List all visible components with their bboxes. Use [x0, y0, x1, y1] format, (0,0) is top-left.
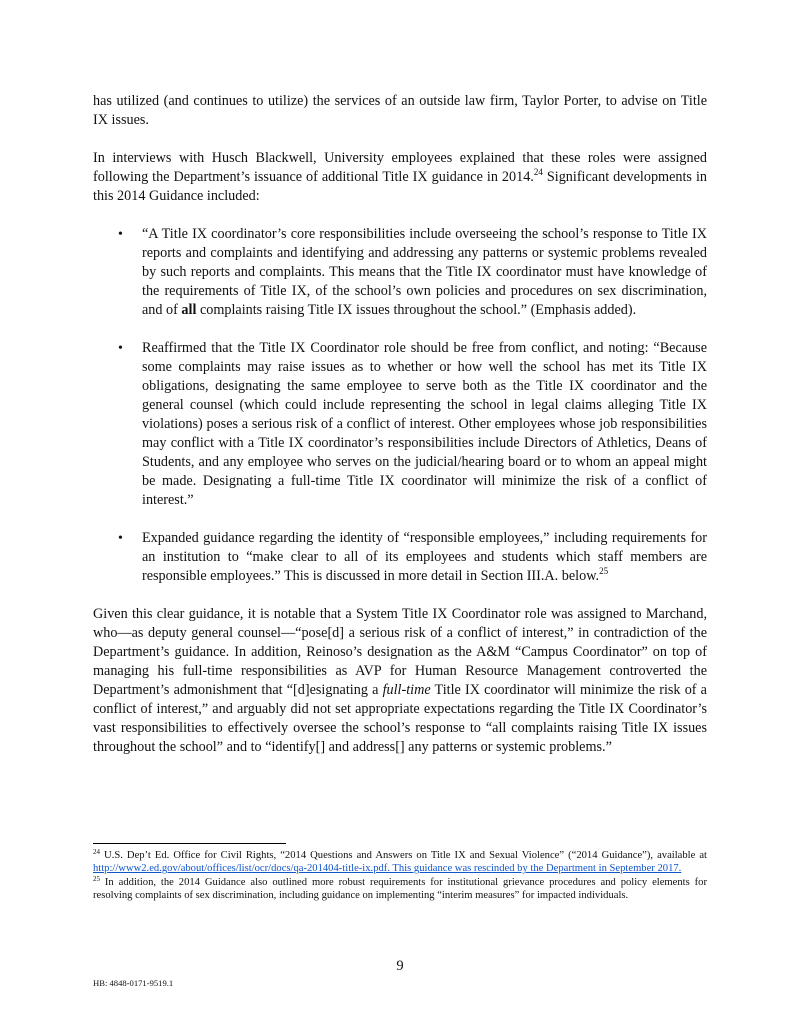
footnote-link[interactable]: http://www2.ed.gov/about/offices/list/ocr/docs/qa-201404-title-ix.pdf. This guidance was rescinded by the Department in September 2017.: [93, 863, 682, 875]
bullet-icon: •: [118, 341, 123, 356]
bullet-item-responsible-employees: [93, 529, 707, 586]
bullet-item-conflict-free: [93, 339, 707, 510]
footnote-25: [93, 876, 707, 903]
paragraph-interviews-text-after: Significant developments in this 2014 Guidance included:: [93, 169, 707, 204]
bullet-text-before-bold: “A Title IX coordinator’s core responsibilities include overseeing the school’s response to Title IX reports and complaints and identifying and addressing any patterns or systemic problems revealed by such reports and complaints. This means that the Title IX coordinator must have knowledge of the requirements of Title IX, of the school’s own policies and procedures on sex discrimination, and of: [142, 226, 707, 318]
bullet-text-main: Expanded guidance regarding the identity of “responsible employees,” including requirements for an institution to “make clear to all of its employees and students which staff members are responsible employees.” This is discussed in more detail in Section III.A. below.: [142, 530, 707, 584]
bullet-item-coordinator-responsibilities: [93, 225, 707, 320]
paragraph-continuation: has utilized (and continues to utilize) the services of an outside law firm, Taylor Porter, to advise on Title IX issues.: [93, 93, 707, 128]
bullet-icon: •: [118, 531, 123, 546]
paragraph-given-italic: full-time: [382, 682, 431, 698]
footnote-ref-24[interactable]: 24: [533, 167, 543, 177]
bullet-text-after-bold: complaints raising Title IX issues throughout the school.” (Emphasis added).: [196, 302, 637, 318]
page-number: 9: [396, 958, 404, 974]
bullet-text: [142, 529, 707, 586]
footnote-ref-25[interactable]: 25: [599, 566, 609, 576]
paragraph-given-after-italic: Title IX coordinator will minimize the risk of a conflict of interest,” and arguably did not set appropriate expectations regarding the Title IX Coordinator’s vast responsibilities to effectively oversee the school’s response to “all complaints raising Title IX issues throughout the school” and to “identify[] and address[] any patterns or systemic problems.”: [93, 682, 707, 755]
bullet-text: Reaffirmed that the Title IX Coordinator role should be free from conflict, and noting: “Because some complaints may raise issues as to whether or how well the school has met its Title IX obligations, designating the same employee to serve both as the Title IX coordinator and the general counsel (which could include representing the school in legal claims alleging Title IX violations) poses a serious risk of a conflict of interest. Other employees whose job responsibilities may conflict with a Title IX coordinator’s responsibilities include Directors of Athletics, Deans of Students, and any employee who serves on the judicial/hearing board or to whom an appeal might be made. Designating a full-time Title IX coordinator will minimize the risk of a conflict of interest.”: [142, 340, 707, 508]
bullet-text-bold: all: [181, 302, 197, 318]
footnote-text: U.S. Dep’t Ed. Office for Civil Rights, “2014 Questions and Answers on Title IX and Sexual Violence” (“2014 Guidance”), available at: [100, 850, 707, 861]
footnote-number: 25: [93, 874, 100, 883]
footnote-separator: [93, 843, 286, 844]
paragraph-interviews-text: In interviews with Husch Blackwell, University employees explained that these roles were assigned following the Department’s issuance of additional Title IX guidance in 2014.: [93, 150, 707, 185]
paragraph-given-guidance: [93, 605, 707, 757]
document-id: HB: 4848-0171-9519.1: [93, 978, 174, 988]
bullet-icon: •: [118, 227, 123, 242]
footnote-24: [93, 849, 707, 876]
page-body: [93, 92, 707, 757]
paragraph-given-before-italic: Given this clear guidance, it is notable that a System Title IX Coordinator role was assigned to Marchand, who—as deputy general counsel—“pose[d] a serious risk of a conflict of interest,” in contradiction of the Department’s guidance. In addition, Reinoso’s designation as the A&M “Campus Coordinator” on top of managing his full-time responsibilities as AVP for Human Resource Management controverted the Department’s admonishment that “[d]esignating a: [93, 606, 707, 698]
paragraph-interviews: [93, 149, 707, 206]
footnote-number: 24: [93, 848, 100, 856]
paragraph-gap: [93, 206, 707, 225]
guidance-bullet-list: [93, 225, 707, 586]
footnote-text: In addition, the 2014 Guidance also outlined more robust requirements for institutional grievance procedures and policy elements for resolving complaints of sex discrimination, including guidance on implementing “interim measures” for impacted individuals.: [93, 876, 707, 901]
paragraph-gap: [93, 130, 707, 149]
footnotes: [93, 849, 707, 902]
bullet-text: [142, 225, 707, 320]
